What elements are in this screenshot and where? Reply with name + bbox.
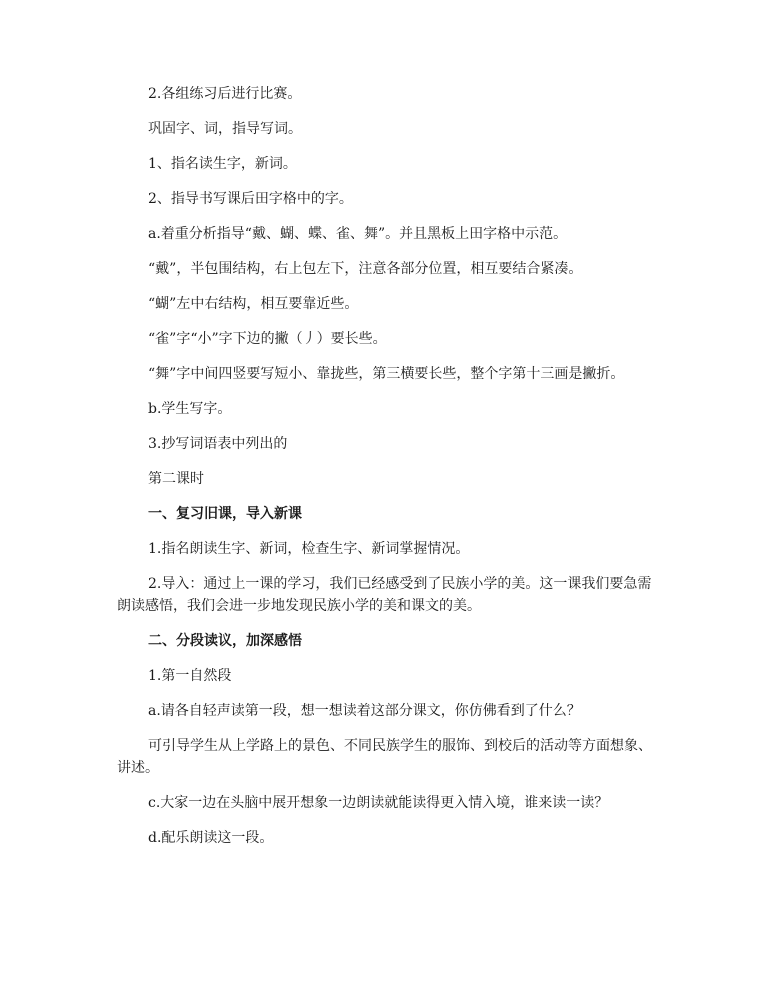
- paragraph: 2.各组练习后进行比赛。: [148, 86, 302, 102]
- paragraph: 3.抄写词语表中列出的: [148, 436, 288, 452]
- paragraph: “舞”字中间四竖要写短小、靠拢些，第三横要长些，整个字第十三画是撇折。: [148, 366, 625, 382]
- paragraph: “戴”，半包围结构，右上包左下，注意各部分位置，相互要结合紧凑。: [148, 261, 583, 277]
- section-heading-lesson: 第二课时: [148, 471, 204, 487]
- document-body: [117, 83, 657, 862]
- paragraph: a.着重分析指导“戴、蝴、蝶、雀、舞”。并且黑板上田字格中示范。: [148, 226, 568, 242]
- paragraph: 1、指名读生字，新词。: [148, 156, 297, 172]
- paragraph: “蝴”左中右结构，相互要靠近些。: [148, 296, 359, 312]
- paragraph: 2.导入：通过上一课的学习，我们已经感受到了民族小学的美。这一课我们要急需朗读感悟，我们会进一步地发现民族小学的美和课文的美。: [117, 576, 652, 614]
- paragraph: “雀”字“小”字下边的撇（丿）要长些。: [148, 331, 387, 347]
- paragraph: 可引导学生从上学路上的景色、不同民族学生的服饰、到校后的活动等方面想象、讲述。: [117, 738, 652, 776]
- paragraph: 1.指名朗读生字、新词，检查生字、新词掌握情况。: [148, 541, 470, 557]
- paragraph: a.请各自轻声读第一段，想一想读着这部分课文，你仿佛看到了什么？: [148, 703, 581, 719]
- paragraph: d.配乐朗读这一段。: [148, 830, 274, 846]
- paragraph: 2、指导书写课后田字格中的字。: [148, 191, 353, 207]
- section-heading: 二、分段读议，加深感悟: [148, 633, 302, 649]
- paragraph: 1.第一自然段: [148, 668, 232, 684]
- paragraph: c.大家一边在头脑中展开想象一边朗读就能读得更入情入境，谁来读一读？: [148, 795, 609, 811]
- section-heading: 一、复习旧课，导入新课: [148, 506, 302, 522]
- paragraph: b.学生写字。: [148, 401, 232, 417]
- paragraph: 巩固字、词，指导写词。: [148, 121, 302, 137]
